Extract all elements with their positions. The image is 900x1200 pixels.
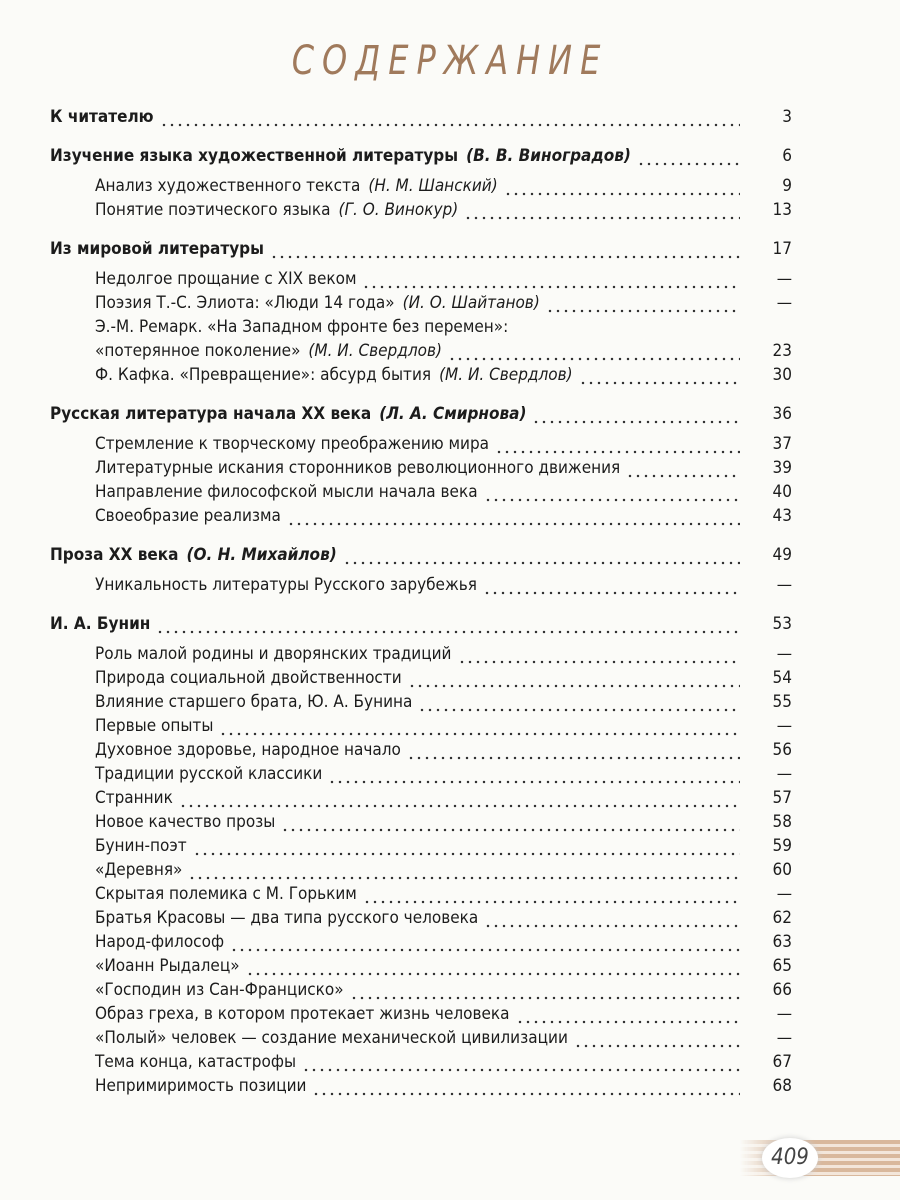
section-heading bbox=[50, 400, 792, 426]
entry-page: 9 bbox=[782, 176, 792, 196]
entry-title: Изучение языка художественной литературы bbox=[50, 146, 459, 166]
dot-leader bbox=[448, 339, 740, 363]
dot-leader bbox=[281, 810, 740, 834]
entry-title: Природа социальной двойственности bbox=[95, 668, 402, 688]
toc-entry bbox=[50, 504, 792, 528]
dot-leader bbox=[484, 480, 740, 504]
section-heading bbox=[50, 142, 792, 168]
toc-entry bbox=[50, 858, 792, 882]
toc-entry bbox=[50, 432, 792, 456]
toc-entry bbox=[50, 315, 792, 339]
entry-title: Странник bbox=[95, 788, 173, 808]
entry-page: — bbox=[776, 575, 792, 595]
dot-leader bbox=[193, 834, 740, 858]
entry-page: 63 bbox=[772, 932, 792, 952]
entry-title: Непримиримость позиции bbox=[95, 1076, 307, 1096]
dot-leader bbox=[287, 504, 740, 528]
entry-title: Понятие поэтического языка bbox=[95, 200, 331, 220]
entry-title: «Деревня» bbox=[95, 860, 183, 880]
entry-title: Ф. Кафка. «Превращение»: абсурд бытия bbox=[95, 365, 432, 385]
entry-page: 67 bbox=[772, 1052, 792, 1072]
entry-title: Народ-философ bbox=[95, 932, 225, 952]
entry-page: 59 bbox=[772, 836, 792, 856]
toc-entry bbox=[50, 1050, 792, 1074]
entry-title: Проза XX века bbox=[50, 545, 179, 565]
entry-page: 58 bbox=[772, 812, 792, 832]
toc-entry bbox=[50, 1074, 792, 1098]
entry-title: Духовное здоровье, народное начало bbox=[95, 740, 401, 760]
dot-leader bbox=[160, 105, 740, 129]
entry-page: — bbox=[776, 716, 792, 736]
section-heading bbox=[50, 541, 792, 567]
toc-entry bbox=[50, 930, 792, 954]
entry-title: «Полый» человек — создание механической цивилизации bbox=[95, 1028, 568, 1048]
entry-author: (В. В. Виноградов) bbox=[466, 146, 631, 166]
entry-page: 56 bbox=[772, 740, 792, 760]
toc-entry bbox=[50, 1026, 792, 1050]
entry-page: 23 bbox=[772, 341, 792, 361]
toc-section bbox=[50, 103, 792, 129]
entry-title: Анализ художественного текста bbox=[95, 176, 361, 196]
dot-leader bbox=[504, 174, 740, 198]
entry-author: (М. И. Свердлов) bbox=[439, 365, 573, 385]
entry-title: Бунин-поэт bbox=[95, 836, 187, 856]
toc-section bbox=[50, 235, 792, 387]
entry-title: «Господин из Сан-Франциско» bbox=[95, 980, 344, 1000]
toc-entry bbox=[50, 882, 792, 906]
entry-title: Влияние старшего брата, Ю. А. Бунина bbox=[95, 692, 413, 712]
section-heading bbox=[50, 610, 792, 636]
dot-leader bbox=[362, 267, 740, 291]
entry-page: 37 bbox=[772, 434, 792, 454]
toc-entry bbox=[50, 174, 792, 198]
dot-leader bbox=[464, 198, 740, 222]
entry-page: 30 bbox=[772, 365, 792, 385]
entry-page: 54 bbox=[772, 668, 792, 688]
entry-page: 57 bbox=[772, 788, 792, 808]
dot-leader bbox=[495, 432, 740, 456]
entry-author: (О. Н. Михайлов) bbox=[186, 545, 337, 565]
entry-page: 66 bbox=[772, 980, 792, 1000]
entry-page: 53 bbox=[772, 614, 792, 634]
dot-leader bbox=[458, 642, 741, 666]
entry-title: Тема конца, катастрофы bbox=[95, 1052, 297, 1072]
entry-page: 62 bbox=[772, 908, 792, 928]
dot-leader bbox=[312, 1074, 740, 1098]
dot-leader bbox=[579, 363, 740, 387]
entry-title: Стремление к творческому преображению мира bbox=[95, 434, 490, 454]
toc-section bbox=[50, 400, 792, 528]
entry-page: 36 bbox=[772, 404, 792, 424]
entry-author: (Л. А. Смирнова) bbox=[379, 404, 527, 424]
entry-page: 55 bbox=[772, 692, 792, 712]
entry-page: 3 bbox=[782, 107, 792, 127]
entry-page: 40 bbox=[772, 482, 792, 502]
toc-entry bbox=[50, 456, 792, 480]
entry-page: — bbox=[776, 764, 792, 784]
toc-section bbox=[50, 541, 792, 597]
entry-title: Скрытая полемика с М. Горьким bbox=[95, 884, 357, 904]
entry-title: Новое качество прозы bbox=[95, 812, 276, 832]
entry-author: (И. О. Шайтанов) bbox=[402, 293, 540, 313]
entry-title: Первые опыты bbox=[95, 716, 214, 736]
dot-leader bbox=[418, 690, 740, 714]
dot-leader bbox=[270, 237, 740, 261]
entry-page: 17 bbox=[772, 239, 792, 259]
entry-page: 43 bbox=[772, 506, 792, 526]
toc-entry bbox=[50, 363, 792, 387]
entry-page: 39 bbox=[772, 458, 792, 478]
dot-leader bbox=[230, 930, 740, 954]
dot-leader bbox=[532, 402, 740, 426]
entry-title: И. А. Бунин bbox=[50, 614, 151, 634]
toc-entry bbox=[50, 954, 792, 978]
toc-entry bbox=[50, 810, 792, 834]
dot-leader bbox=[188, 858, 740, 882]
entry-title: Уникальность литературы Русского зарубежья bbox=[95, 575, 477, 595]
entry-title: Из мировой литературы bbox=[50, 239, 264, 259]
page-title: СОДЕРЖАНИЕ bbox=[291, 38, 609, 84]
entry-title: Образ греха, в котором протекает жизнь человека bbox=[95, 1004, 510, 1024]
page-number: 409 bbox=[762, 1138, 818, 1178]
dot-leader bbox=[350, 978, 740, 1002]
toc-entry bbox=[50, 198, 792, 222]
entry-page: — bbox=[776, 269, 792, 289]
dot-leader bbox=[546, 291, 740, 315]
dot-leader bbox=[407, 738, 740, 762]
toc-entry bbox=[50, 642, 792, 666]
entry-title: Традиции русской классики bbox=[95, 764, 323, 784]
dot-leader bbox=[343, 543, 740, 567]
dot-leader bbox=[514, 315, 740, 339]
entry-author: (Н. М. Шанский) bbox=[368, 176, 498, 196]
entry-author: (Г. О. Винокур) bbox=[338, 200, 459, 220]
dot-leader bbox=[246, 954, 740, 978]
toc-section bbox=[50, 610, 792, 1098]
toc-section bbox=[50, 142, 792, 222]
dot-leader bbox=[328, 762, 740, 786]
toc-entry bbox=[50, 906, 792, 930]
dot-leader bbox=[408, 666, 740, 690]
entry-page: 6 bbox=[782, 146, 792, 166]
entry-page: 60 bbox=[772, 860, 792, 880]
entry-page: — bbox=[776, 1004, 792, 1024]
toc-entry bbox=[50, 573, 792, 597]
toc-entry bbox=[50, 978, 792, 1002]
section-heading bbox=[50, 103, 792, 129]
entry-title: «потерянное поколение» bbox=[95, 341, 301, 361]
toc-entry bbox=[50, 738, 792, 762]
entry-page: 49 bbox=[772, 545, 792, 565]
entry-page: — bbox=[776, 1028, 792, 1048]
toc-entry bbox=[50, 480, 792, 504]
entry-page: 13 bbox=[772, 200, 792, 220]
dot-leader bbox=[516, 1002, 740, 1026]
dot-leader bbox=[179, 786, 740, 810]
dot-leader bbox=[156, 612, 740, 636]
dot-leader bbox=[484, 906, 740, 930]
dot-leader bbox=[483, 573, 740, 597]
dot-leader bbox=[302, 1050, 740, 1074]
entry-title: Направление философской мысли начала века bbox=[95, 482, 478, 502]
table-of-contents bbox=[50, 103, 792, 1111]
entry-title: Роль малой родины и дворянских традиций bbox=[95, 644, 452, 664]
section-heading bbox=[50, 235, 792, 261]
dot-leader bbox=[637, 144, 740, 168]
toc-entry bbox=[50, 339, 792, 363]
dot-leader bbox=[574, 1026, 740, 1050]
entry-title: Братья Красовы — два типа русского человека bbox=[95, 908, 479, 928]
toc-entry bbox=[50, 1002, 792, 1026]
entry-title: Своеобразие реализма bbox=[95, 506, 281, 526]
toc-entry bbox=[50, 834, 792, 858]
entry-title: Литературные искания сторонников революционного движения bbox=[95, 458, 621, 478]
entry-title: Русская литература начала XX века bbox=[50, 404, 372, 424]
entry-title: К читателю bbox=[50, 107, 154, 127]
toc-entry bbox=[50, 714, 792, 738]
entry-title: Э.-М. Ремарк. «На Западном фронте без перемен»: bbox=[95, 317, 509, 337]
entry-page: 68 bbox=[772, 1076, 792, 1096]
entry-page: — bbox=[776, 644, 792, 664]
entry-page: 65 bbox=[772, 956, 792, 976]
entry-title: «Иоанн Рыдалец» bbox=[95, 956, 240, 976]
entry-author: (М. И. Свердлов) bbox=[308, 341, 442, 361]
entry-page: — bbox=[776, 884, 792, 904]
toc-entry bbox=[50, 690, 792, 714]
entry-title: Поэзия Т.-С. Элиота: «Люди 14 года» bbox=[95, 293, 395, 313]
dot-leader bbox=[219, 714, 740, 738]
toc-entry bbox=[50, 762, 792, 786]
dot-leader bbox=[626, 456, 740, 480]
toc-entry bbox=[50, 267, 792, 291]
entry-page: — bbox=[776, 293, 792, 313]
toc-entry bbox=[50, 666, 792, 690]
entry-title: Недолгое прощание с XIX веком bbox=[95, 269, 357, 289]
dot-leader bbox=[363, 882, 740, 906]
toc-entry bbox=[50, 291, 792, 315]
toc-entry bbox=[50, 786, 792, 810]
